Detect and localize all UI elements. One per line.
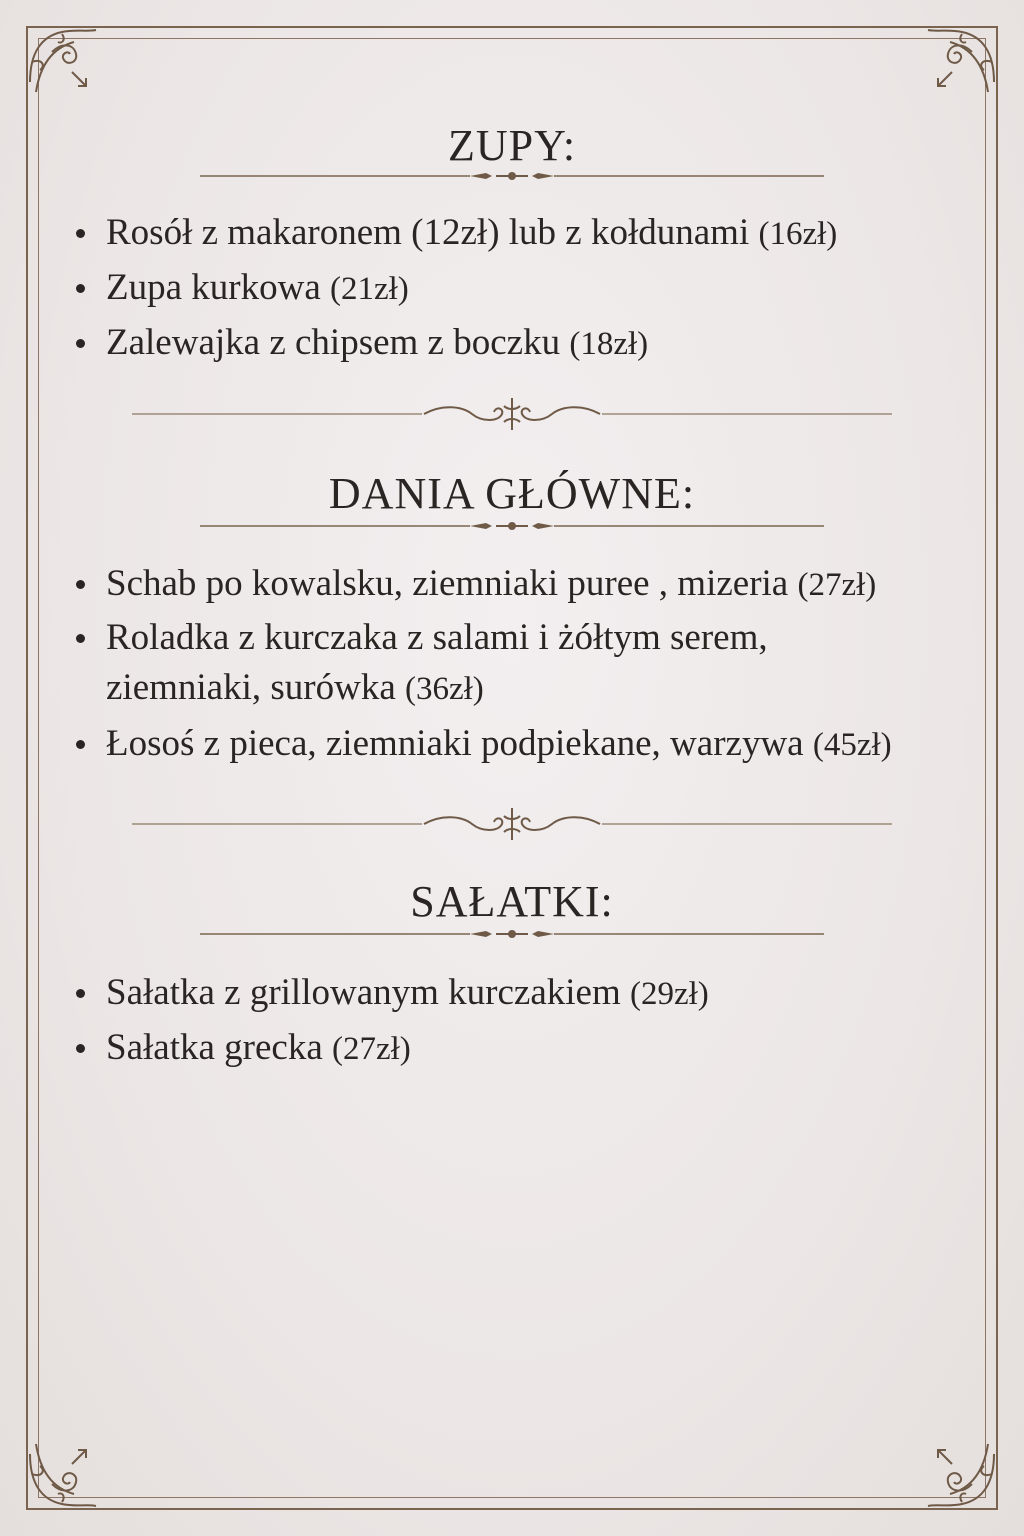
ornamental-corner-icon bbox=[918, 1430, 1002, 1514]
item-price: (36zł) bbox=[405, 671, 484, 707]
item-name: Zupa kurkowa bbox=[106, 267, 321, 308]
item-price: (21zł) bbox=[330, 271, 409, 307]
item-price: (29zł) bbox=[629, 976, 709, 1012]
item-price: (45zł) bbox=[812, 727, 892, 763]
heading-rule-ornament-icon bbox=[200, 518, 824, 534]
section-title-soups: ZUPY: bbox=[447, 121, 577, 170]
item-name: Sałatka grecka bbox=[106, 1027, 323, 1068]
list-item bbox=[72, 1021, 709, 1076]
ornamental-corner-icon bbox=[22, 1430, 106, 1514]
item-price: (27zł) bbox=[797, 567, 877, 603]
item-price: (16zł) bbox=[758, 216, 838, 252]
list-item bbox=[72, 261, 837, 316]
list-item bbox=[72, 613, 892, 714]
item-name: Rosół z makaronem (12zł) lub z kołdunami bbox=[106, 212, 750, 253]
item-price: (18zł) bbox=[569, 326, 649, 362]
item-name: Roladka z kurczaka z salami i żółtym serem, bbox=[106, 617, 768, 658]
item-name-continued: ziemniaki, surówka bbox=[106, 667, 396, 708]
item-price: (27zł) bbox=[332, 1031, 411, 1067]
section-title-salads: SAŁATKI: bbox=[410, 877, 614, 926]
ornamental-corner-icon bbox=[918, 22, 1002, 106]
main-courses-list bbox=[72, 558, 892, 771]
item-name: Schab po kowalsku, ziemniaki puree , mizeria bbox=[106, 563, 789, 604]
section-title-main-courses: DANIA GŁÓWNE: bbox=[328, 469, 696, 518]
list-item bbox=[72, 316, 837, 371]
list-item bbox=[72, 966, 709, 1021]
list-item bbox=[72, 558, 892, 611]
salads-list bbox=[72, 966, 709, 1076]
item-name: Zalewajka z chipsem z boczku bbox=[106, 322, 561, 363]
ornamental-corner-icon bbox=[22, 22, 106, 106]
item-name: Sałatka z grillowanym kurczakiem bbox=[106, 972, 621, 1013]
scroll-flourish-icon bbox=[132, 396, 892, 432]
soups-list bbox=[72, 206, 837, 371]
item-name: Łosoś z pieca, ziemniaki podpiekane, warzywa bbox=[106, 723, 804, 764]
scroll-flourish-icon bbox=[132, 806, 892, 842]
heading-rule-ornament-icon bbox=[200, 168, 824, 184]
heading-rule-ornament-icon bbox=[200, 926, 824, 942]
list-item bbox=[72, 718, 892, 771]
list-item bbox=[72, 206, 837, 261]
